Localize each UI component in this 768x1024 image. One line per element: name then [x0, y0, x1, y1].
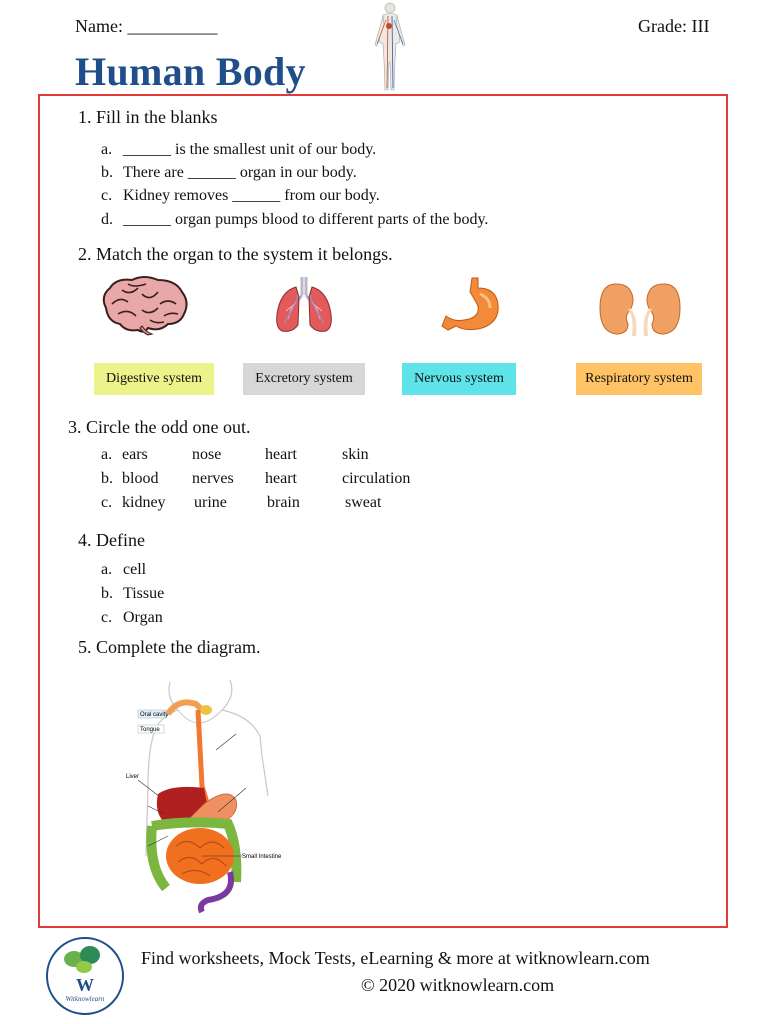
item-text: ______ organ pumps blood to different parts of the body.	[123, 211, 489, 228]
q5-heading: 5. Complete the diagram.	[78, 637, 261, 657]
label-tongue: Tongue	[140, 727, 160, 733]
odd-word: kidney	[122, 494, 166, 511]
row-letter: b.	[101, 470, 113, 487]
odd-word: urine	[194, 494, 227, 511]
stomach-icon	[440, 276, 504, 336]
q1-item-a	[101, 141, 376, 159]
logo-text: Witknowlearn	[65, 995, 105, 1003]
odd-row-a	[0, 446, 768, 466]
item-text: There are ______ organ in our body.	[123, 164, 357, 181]
item-letter: c.	[101, 187, 113, 204]
odd-word: nose	[192, 446, 222, 463]
odd-row-c	[0, 494, 768, 514]
item-letter: b.	[101, 585, 113, 602]
q1-item-c	[101, 187, 380, 205]
label-small-intestine: Small Intestine	[242, 854, 282, 860]
item-letter: d.	[101, 211, 113, 228]
logo-letter: W	[76, 975, 94, 995]
human-body-figure-icon	[368, 0, 412, 94]
odd-word: heart	[265, 470, 297, 487]
row-letter: c.	[101, 494, 113, 511]
kidneys-icon	[596, 280, 684, 338]
label-oral-cavity: Oral cavity	[140, 712, 169, 718]
item-letter: a.	[101, 141, 113, 158]
system-label-nervous: Nervous system	[402, 363, 516, 395]
label-liver: Liver	[126, 774, 140, 780]
q4-item-c	[101, 609, 163, 627]
odd-word: circulation	[342, 470, 411, 487]
lungs-icon	[272, 275, 336, 335]
brain-icon	[98, 274, 190, 336]
q1-item-d	[101, 211, 488, 229]
item-text: Kidney removes ______ from our body.	[123, 187, 380, 204]
item-text: Organ	[123, 609, 163, 626]
item-text: ______ is the smallest unit of our body.	[123, 141, 377, 158]
odd-word: nerves	[192, 470, 234, 487]
page-title: Human Body	[75, 49, 306, 94]
system-label-digestive: Digestive system	[94, 363, 214, 395]
q1-item-b	[101, 164, 357, 182]
odd-word: sweat	[345, 494, 382, 511]
system-label-excretory: Excretory system	[243, 363, 365, 395]
odd-word: skin	[342, 446, 369, 463]
q4-item-a	[101, 561, 146, 579]
digestive-system-diagram	[118, 676, 308, 916]
q4-heading: 4. Define	[78, 530, 145, 550]
odd-word: blood	[122, 470, 159, 487]
q4-item-b	[101, 585, 164, 603]
item-letter: c.	[101, 609, 113, 626]
name-field-label: Name: __________	[75, 16, 218, 36]
system-label-respiratory: Respiratory system	[576, 363, 702, 395]
grade-label: Grade: III	[638, 16, 710, 36]
q3-heading: 3. Circle the odd one out.	[68, 417, 251, 437]
q2-heading: 2. Match the organ to the system it belongs.	[78, 244, 393, 264]
footer-promo-text: Find worksheets, Mock Tests, eLearning & more at witknowlearn.com	[141, 948, 650, 968]
witknowlearn-logo	[44, 935, 126, 1017]
row-letter: a.	[101, 446, 113, 463]
item-letter: a.	[101, 561, 113, 578]
item-text: cell	[123, 561, 147, 578]
odd-word: heart	[265, 446, 297, 463]
odd-row-b	[0, 470, 768, 490]
footer-copyright: © 2020 witknowlearn.com	[361, 975, 555, 995]
item-letter: b.	[101, 164, 113, 181]
odd-word: brain	[267, 494, 300, 511]
odd-word: ears	[122, 446, 148, 463]
item-text: Tissue	[123, 585, 165, 602]
q1-heading: 1. Fill in the blanks	[78, 107, 218, 127]
